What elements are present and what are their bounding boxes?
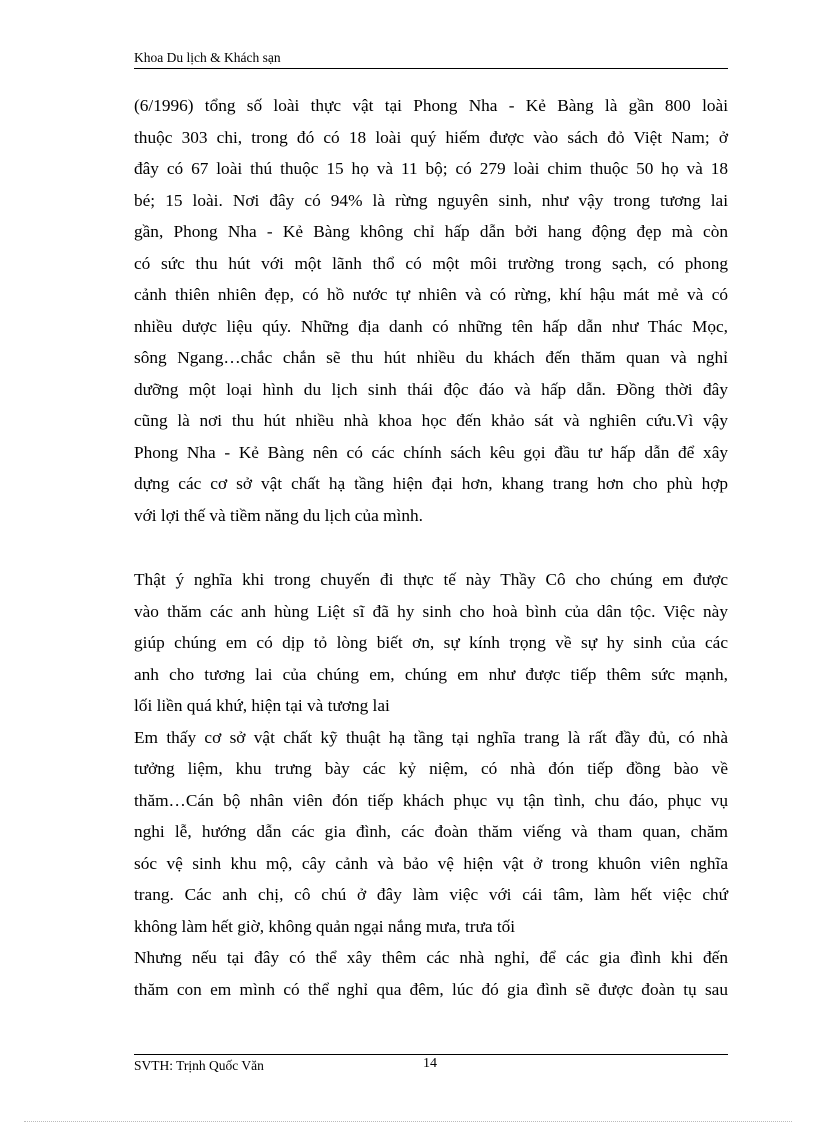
text-line: nhiều dược liệu qúy. Những địa danh có những tên hấp dẫn như Thác Mọc, <box>134 316 728 336</box>
paragraph-gap <box>134 531 728 564</box>
page-edge-divider <box>24 1121 792 1122</box>
text-line: trang. Các anh chị, cô chú ở đây làm việc với cái tâm, làm hết việc chứ <box>134 885 728 904</box>
text-line: thăm…Cán bộ nhân viên đón tiếp khách phục vụ tận tình, chu đáo, phục vụ <box>134 790 728 810</box>
text-line: thăm con em mình có thể nghỉ qua đêm, lúc đó gia đình sẽ được đoàn tụ sau <box>134 979 728 999</box>
paragraph-phong-nha <box>134 90 728 531</box>
paragraph-memorial-visit <box>134 564 728 722</box>
footer-divider <box>134 1054 728 1055</box>
text-line: có sức thu hút với một lãnh thổ có một môi trường trong sạch, có phong <box>134 253 728 273</box>
paragraph-cemetery-facilities <box>134 722 728 943</box>
text-line: cũng là nơi thu hút nhiều nhà khoa học đến khảo sát và nghiên cứu.Vì vậy <box>134 411 728 430</box>
text-line: sông Ngang…chắc chắn sẽ thu hút nhiều du khách đến thăm quan và nghỉ <box>134 348 728 367</box>
text-line: giúp chúng em có dịp tỏ lòng biết ơn, sự kính trọng về sự hy sinh của các <box>134 633 728 652</box>
text-line: tưởng liệm, khu trưng bày các kỷ niệm, có nhà đón tiếp đồng bào về <box>134 759 728 778</box>
document-body <box>134 90 728 1005</box>
text-line: Thật ý nghĩa khi trong chuyến đi thực tế này Thầy Cô cho chúng em được <box>134 570 728 589</box>
text-line: không làm hết giờ, không quản ngại nắng mưa, trưa tối <box>134 916 516 936</box>
text-line: Phong Nha - Kẻ Bàng nên có các chính sách kêu gọi đầu tư hấp dẫn để xây <box>134 442 728 462</box>
text-line: đây có 67 loài thú thuộc 15 họ và 11 bộ; có 279 loài chim thuộc 50 họ và 18 <box>134 159 728 178</box>
footer-author: SVTH: Trịnh Quốc Văn <box>134 1058 264 1073</box>
text-line: Nhưng nếu tại đây có thể xây thêm các nhà nghỉ, để các gia đình khi đến <box>134 948 728 967</box>
text-line: Em thấy cơ sở vật chất kỹ thuật hạ tầng tại nghĩa trang là rất đầy đủ, có nhà <box>134 727 728 747</box>
text-line: với lợi thế và tiềm năng du lịch của mình. <box>134 505 423 525</box>
text-line: cảnh thiên nhiên đẹp, có hồ nước tự nhiên và có rừng, khí hậu mát mẻ và có <box>134 285 728 304</box>
paragraph-suggestion <box>134 942 728 1005</box>
text-line: sóc vệ sinh khu mộ, cây cảnh và bảo vệ hiện vật ở trong khuôn viên nghĩa <box>134 853 728 873</box>
text-line: thuộc 303 chi, trong đó có 18 loài quý hiếm được vào sách đỏ Việt Nam; ở <box>134 127 728 147</box>
page-number: 14 <box>423 1056 437 1071</box>
text-line: lối liền quá khứ, hiện tại và tương lai <box>134 696 390 715</box>
text-line: dựng các cơ sở vật chất hạ tầng hiện đại hơn, khang trang hơn cho phù hợp <box>134 474 728 493</box>
text-line: anh cho tương lai của chúng em, chúng em như được tiếp thêm sức mạnh, <box>134 664 728 684</box>
text-line: bé; 15 loài. Nơi đây có 94% là rừng nguyên sinh, như vậy trong tương lai <box>134 190 728 210</box>
text-line: nghi lễ, hướng dẫn các gia đình, các đoàn thăm viếng và tham quan, chăm <box>134 822 728 841</box>
text-line: gần, Phong Nha - Kẻ Bàng không chỉ hấp dẫn bởi hang động đẹp mà còn <box>134 222 728 241</box>
text-line: vào thăm các anh hùng Liệt sĩ đã hy sinh cho hoà bình của dân tộc. Việc này <box>134 601 728 621</box>
running-header: Khoa Du lịch & Khách sạn <box>134 50 281 65</box>
text-line: (6/1996) tổng số loài thực vật tại Phong Nha - Kẻ Bàng là gần 800 loài <box>134 96 728 115</box>
text-line: dưỡng một loại hình du lịch sinh thái độc đáo và hấp dẫn. Đồng thời đây <box>134 379 728 399</box>
header-divider <box>134 68 728 69</box>
